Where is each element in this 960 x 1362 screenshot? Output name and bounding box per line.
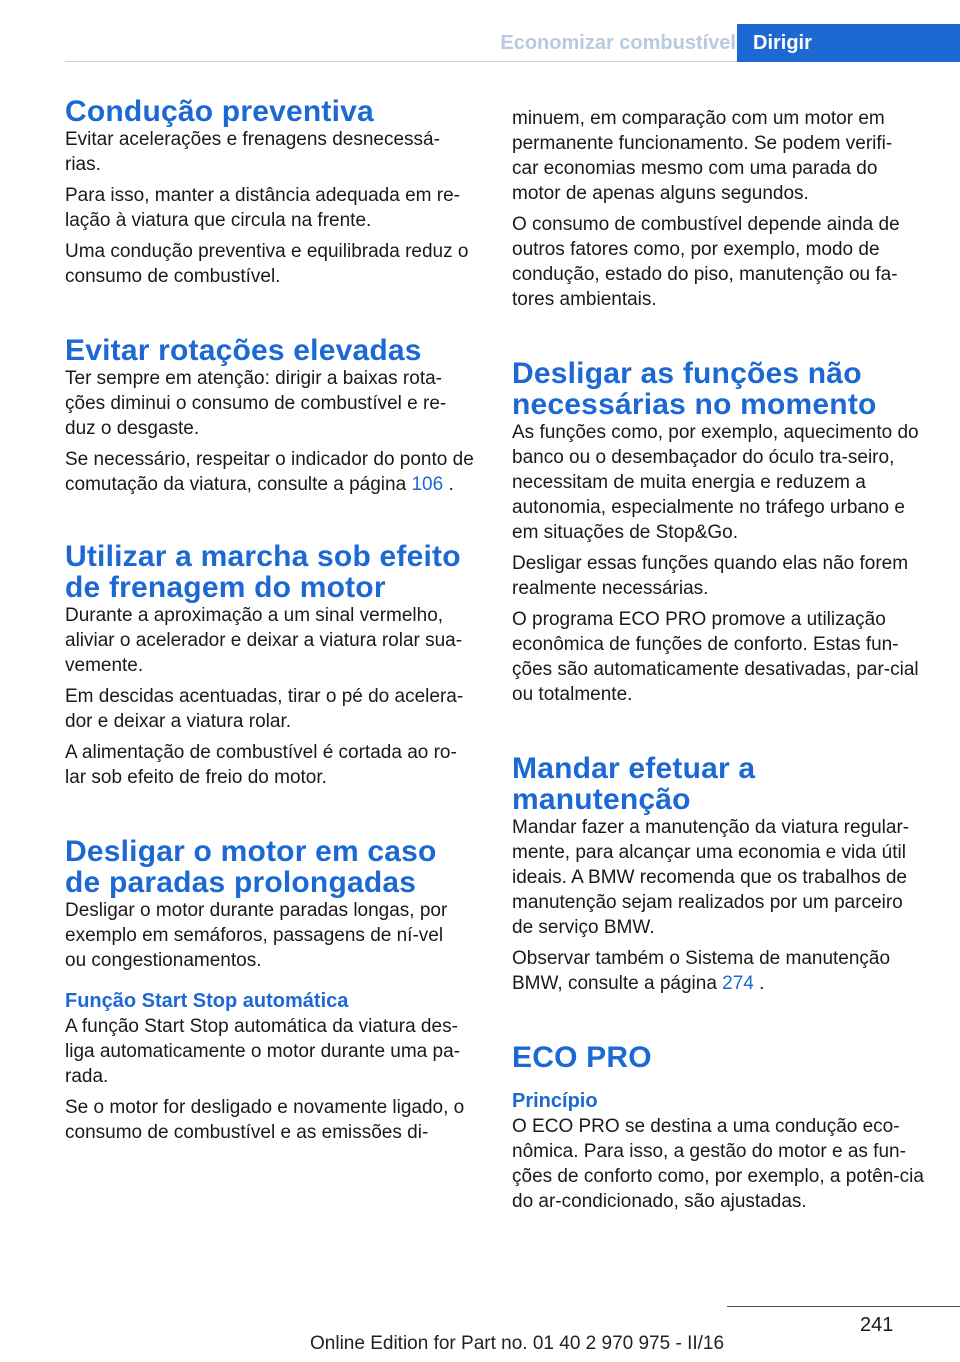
paragraph: minuem, em comparação com um motor em permanente funcionamento. Se podem verifi-car economias mesmo com uma parada do motor de apenas alguns segundos.: [512, 108, 893, 204]
footer-divider: [727, 1306, 960, 1307]
heading-mandar-manutencao: Mandar efetuar a manutenção: [512, 752, 756, 816]
paragraph: O ECO PRO se destina a uma condução eco-nômica. Para isso, a gestão do motor e as fun-ções de conforto como, por exemplo, a potên-cia do ar-condicionado, são ajustadas.: [512, 1116, 924, 1212]
heading-desligar-motor-paradas: Desligar o motor em caso de paradas prolongadas: [65, 835, 437, 899]
header-divider: [65, 61, 737, 62]
paragraph: Se o motor for desligado e novamente ligado, o consumo de combustível e as emissões di-: [65, 1097, 465, 1143]
paragraph-end: .: [448, 474, 454, 495]
heading-marcha-frenagem-motor: Utilizar a marcha sob efeito de frenagem do motor: [65, 540, 461, 604]
paragraph: O programa ECO PRO promove a utilização econômica de funções de conforto. Estas fun-ções são automaticamente desativadas, par-cial ou totalmente.: [512, 609, 919, 705]
heading-evitar-rotacoes: Evitar rotações elevadas: [65, 334, 422, 367]
paragraph: Uma condução preventiva e equilibrada reduz o consumo de combustível.: [65, 241, 469, 287]
heading-conducao-preventiva: Condução preventiva: [65, 95, 374, 128]
paragraph: O consumo de combustível depende ainda de outros fatores como, por exemplo, modo de condução, estado do piso, manutenção ou fa-tores ambientais.: [512, 214, 900, 310]
chapter-tab[interactable]: Dirigir: [737, 24, 960, 62]
paragraph: Desligar o motor durante paradas longas, por exemplo em semáforos, passagens de ní-vel ou congestionamentos.: [65, 900, 448, 971]
paragraph: Para isso, manter a distância adequada em re-lação à viatura que circula na frente.: [65, 185, 460, 231]
page-header: [0, 0, 960, 62]
right-column: [512, 106, 928, 1214]
page-number: 241: [860, 1314, 894, 1336]
paragraph-text: Observar também o Sistema de manutenção BMW, consulte a página: [512, 948, 891, 994]
edition-footer: Online Edition for Part no. 01 40 2 970 975 - II/16: [310, 1333, 725, 1354]
paragraph-end: .: [759, 973, 765, 994]
paragraph: A função Start Stop automática da viatura des-liga automaticamente o motor durante uma pa-rada.: [65, 1016, 460, 1087]
subheading-principio: Princípio: [512, 1090, 598, 1112]
subheading-start-stop: Função Start Stop automática: [65, 990, 349, 1012]
paragraph: Desligar essas funções quando elas não forem realmente necessárias.: [512, 553, 909, 599]
paragraph: Em descidas acentuadas, tirar o pé do acelera-dor e deixar a viatura rolar.: [65, 686, 464, 732]
left-column: [65, 96, 481, 1145]
paragraph: [512, 946, 922, 996]
paragraph-text: Se necessário, respeitar o indicador do ponto de comutação da viatura, consulte a página: [65, 449, 474, 495]
paragraph: As funções como, por exemplo, aquecimento do banco ou o desembaçador do óculo tra-seiro, necessitam de muita energia e reduzem a autonomia, especialmente no tráfego urbano e em situações de Stop&Go.: [512, 422, 919, 543]
heading-desligar-funcoes: Desligar as funções não necessárias no momento: [512, 357, 877, 421]
page-link-274[interactable]: 274: [722, 973, 754, 994]
paragraph: Ter sempre em atenção: dirigir a baixas rota-ções diminui o consumo de combustível e re-duz o desgaste.: [65, 368, 447, 439]
page-link-106[interactable]: 106: [411, 474, 444, 495]
paragraph: A alimentação de combustível é cortada ao ro-lar sob efeito de freio do motor.: [65, 742, 457, 788]
paragraph: Evitar acelerações e frenagens desnecessá-rias.: [65, 129, 440, 175]
paragraph: Mandar fazer a manutenção da viatura regular-mente, para alcançar uma economia e vida útil ideais. A BMW recomenda que os trabalhos de manutenção sejam realizados por um parceiro de serviço BMW.: [512, 817, 910, 938]
section-title: Economizar combustível: [500, 31, 736, 54]
heading-eco-pro: ECO PRO: [512, 1041, 652, 1074]
paragraph: Durante a aproximação a um sinal vermelho, aliviar o acelerador e deixar a viatura rolar sua-vemente.: [65, 605, 463, 676]
paragraph: [65, 447, 475, 497]
